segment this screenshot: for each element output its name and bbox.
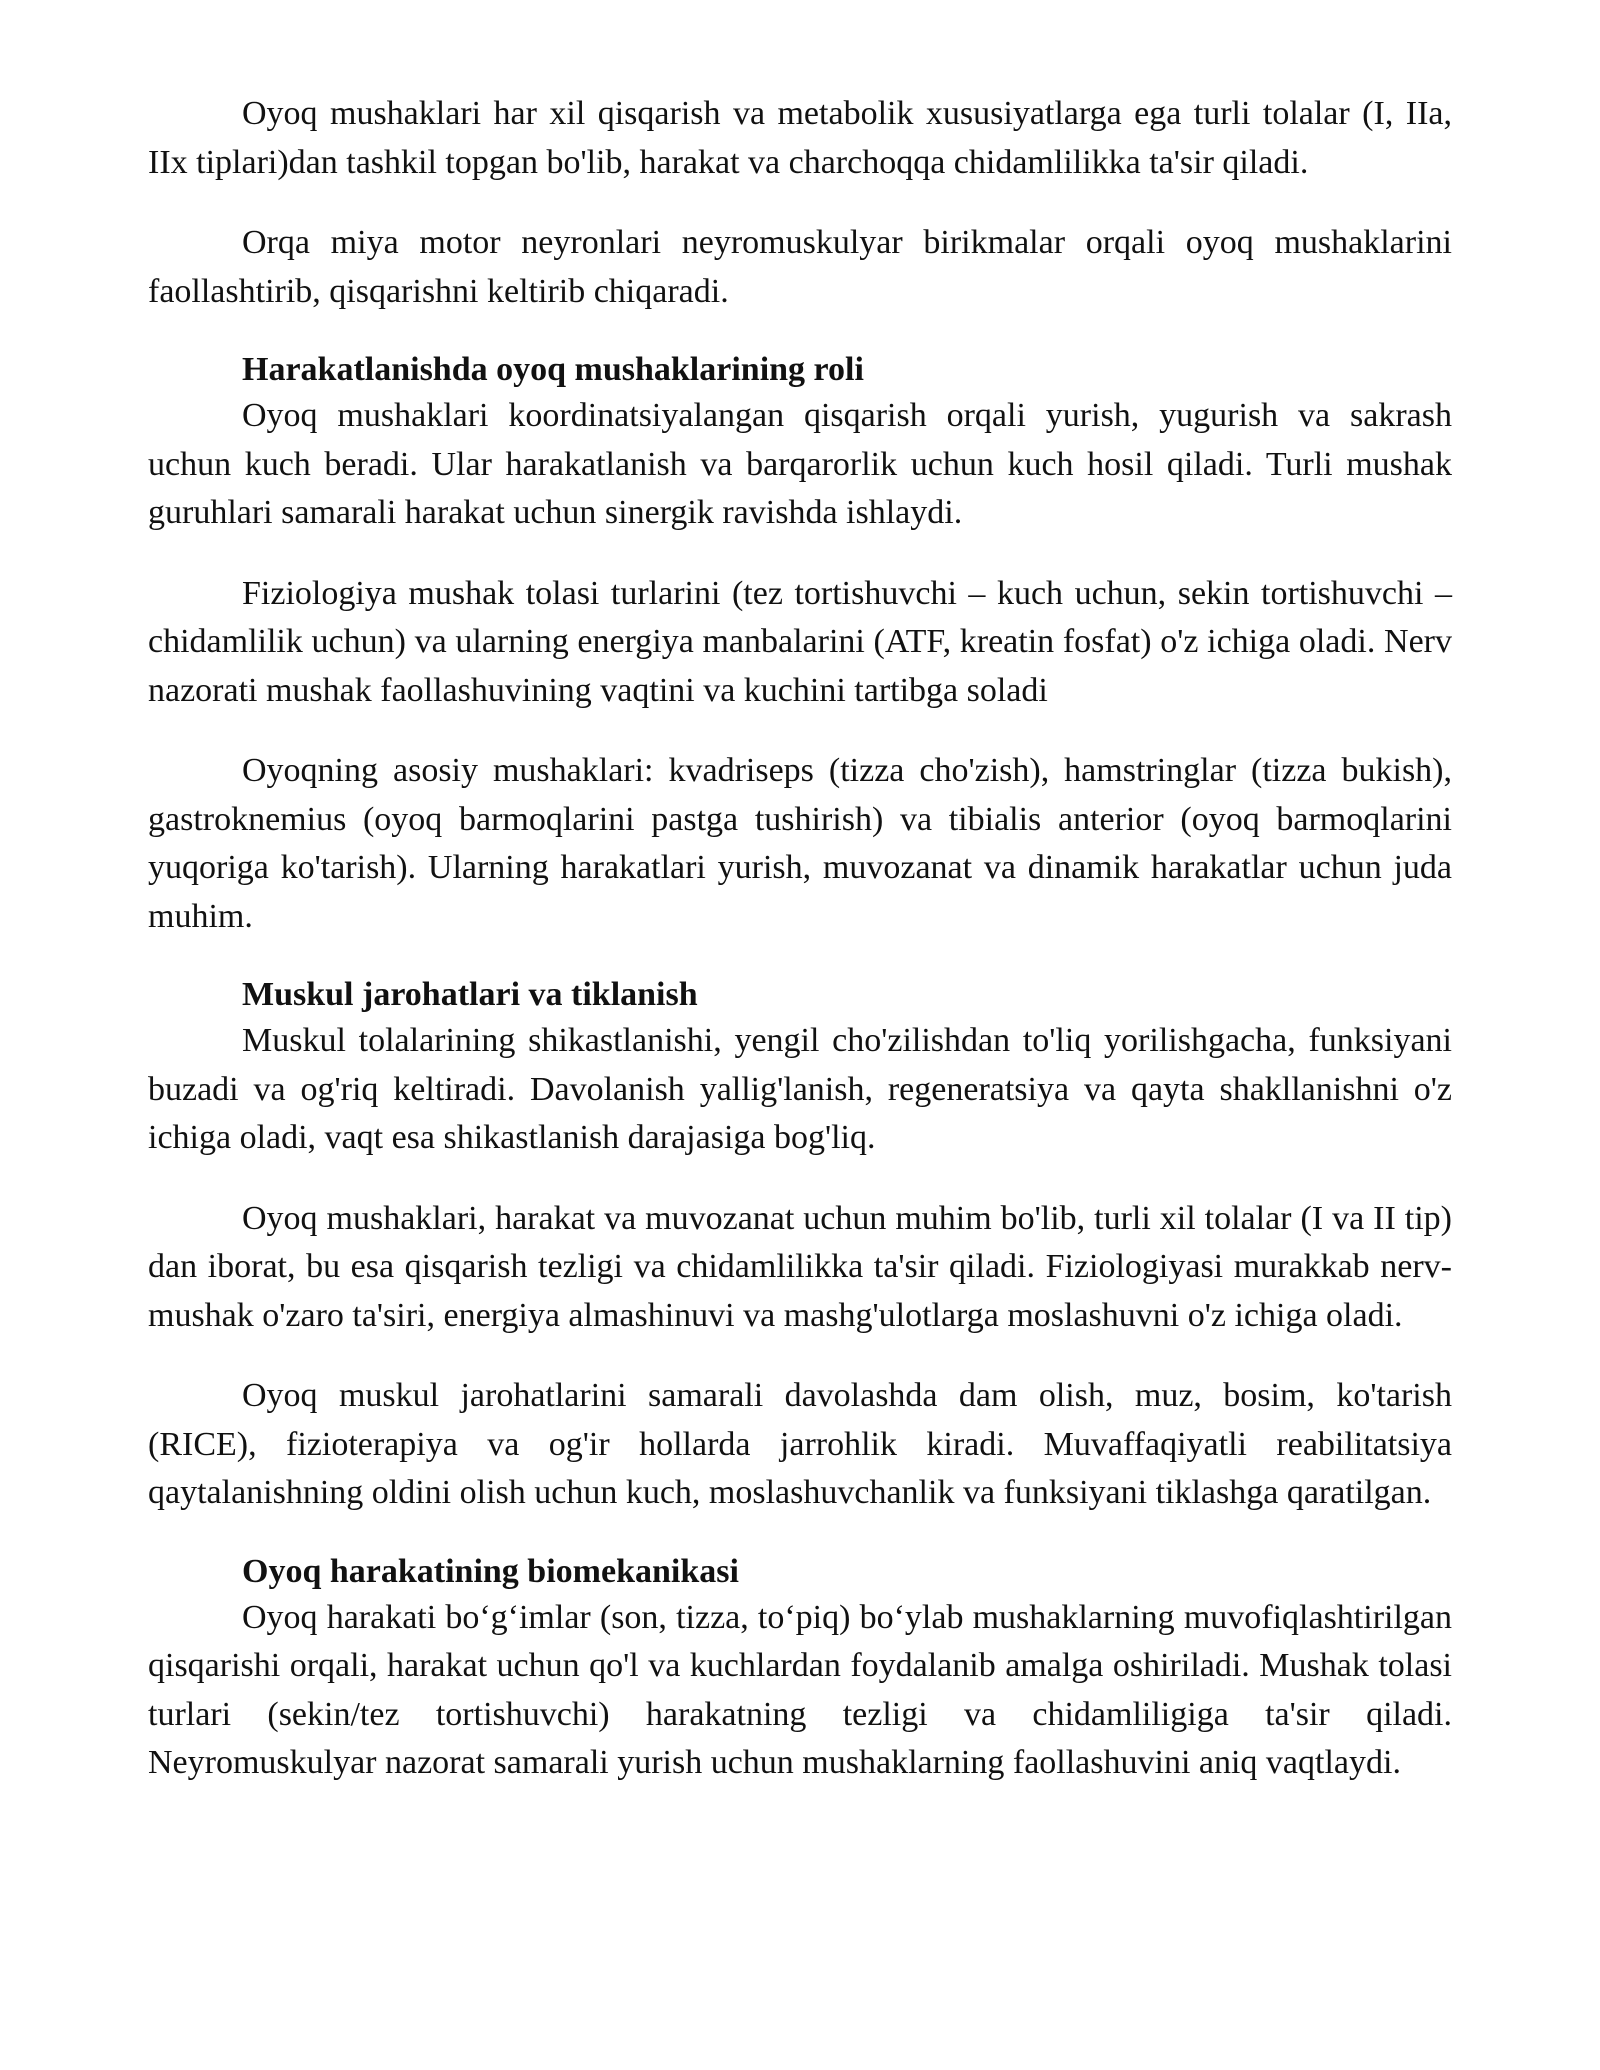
paragraph-fiber-composition: Oyoq mushaklari, harakat va muvozanat uchun muhim bo'lib, turli xil tolalar (I va II tip) dan iborat, bu esa qisqarish tezligi va chidamlilikka ta'sir qiladi. Fiziologiyasi murakkab nerv-mushak o'zaro ta'siri, energiya almashinuvi va mashg'ulotlarga moslashuvni o'z ichiga oladi.	[148, 1199, 1452, 1334]
paragraph-injury-damage: Muskul tolalarining shikastlanishi, yengil cho'zilishdan to'liq yorilishgacha, funksiyani buzadi va og'riq keltiradi. Davolanish yallig'lanish, regeneratsiya va qayta shakllanishni o'z ichiga oladi, vaqt esa shikastlanish darajasiga bog'liq.	[148, 1022, 1452, 1156]
paragraph-biomechanics: Oyoq harakati bo‘g‘imlar (son, tizza, to‘piq) bo‘ylab mushaklarning muvofiqlashtirilgan qisqarishi orqali, harakat uchun qo'l va kuchlardan foydalanib amalga oshiriladi. Mushak tolasi turlari (sekin/tez tortishuvchi) harakatning tezligi va chidamliligiga ta'sir qiladi. Neyromuskulyar nazorat samarali yurish uchun mushaklarning faollashuvini aniq vaqtlaydi.	[148, 1598, 1452, 1781]
paragraph-motor-neurons: Orqa miya motor neyronlari neyromuskulyar birikmalar orqali oyoq mushaklarini faollashtirib, qisqarishni keltirib chiqaradi.	[148, 224, 1452, 310]
section-heading-injuries: Muskul jarohatlari va tiklanish	[242, 976, 698, 1013]
section-heading-biomechanics: Oyoq harakatining biomekanikasi	[242, 1552, 739, 1590]
paragraph-locomotion-force: Oyoq mushaklari koordinatsiyalangan qisqarish orqali yurish, yugurish va sakrash uchun kuch beradi. Ular harakatlanish va barqarorlik uchun kuch hosil qiladi. Turli mushak guruhlari samarali harakat uchun sinergik ravishda ishlaydi.	[148, 397, 1452, 531]
paragraph-fiber-types: Oyoq mushaklari har xil qisqarish va metabolik xususiyatlarga ega turli tolalar (I, IIa, IIx tiplari)dan tashkil topgan bo'lib, harakat va charchoqqa chidamlilikka ta'sir qiladi.	[148, 95, 1452, 181]
paragraph-physiology: Fiziologiya mushak tolasi turlarini (tez tortishuvchi – kuch uchun, sekin tortishuvchi – chidamlilik uchun) va ularning energiya manbalarini (ATF, kreatin fosfat) o'z ichiga oladi. Nerv nazorati mushak faollashuvining vaqtini va kuchini tartibga soladi	[148, 574, 1452, 709]
paragraph-main-muscles: Oyoqning asosiy mushaklari: kvadriseps (tizza cho'zish), hamstringlar (tizza bukish), gastroknemius (oyoq barmoqlarini pastga tushirish) va tibialis anterior (oyoq barmoqlarini yuqoriga ko'tarish). Ularning harakatlari yurish, muvozanat va dinamik harakatlar uchun juda muhim.	[148, 752, 1452, 935]
section-heading-locomotion: Harakatlanishda oyoq mushaklarining roli	[242, 351, 864, 388]
paragraph-treatment: Oyoq muskul jarohatlarini samarali davolashda dam olish, muz, bosim, ko'tarish (RICE), fizioterapiya va og'ir hollarda jarrohlik kiradi. Muvaffaqiyatli reabilitatsiya qaytalanishning oldini olish uchun kuch, moslashuvchanlik va funksiyani tiklashga qaratilgan.	[148, 1377, 1452, 1511]
document-page	[148, 90, 1452, 1820]
